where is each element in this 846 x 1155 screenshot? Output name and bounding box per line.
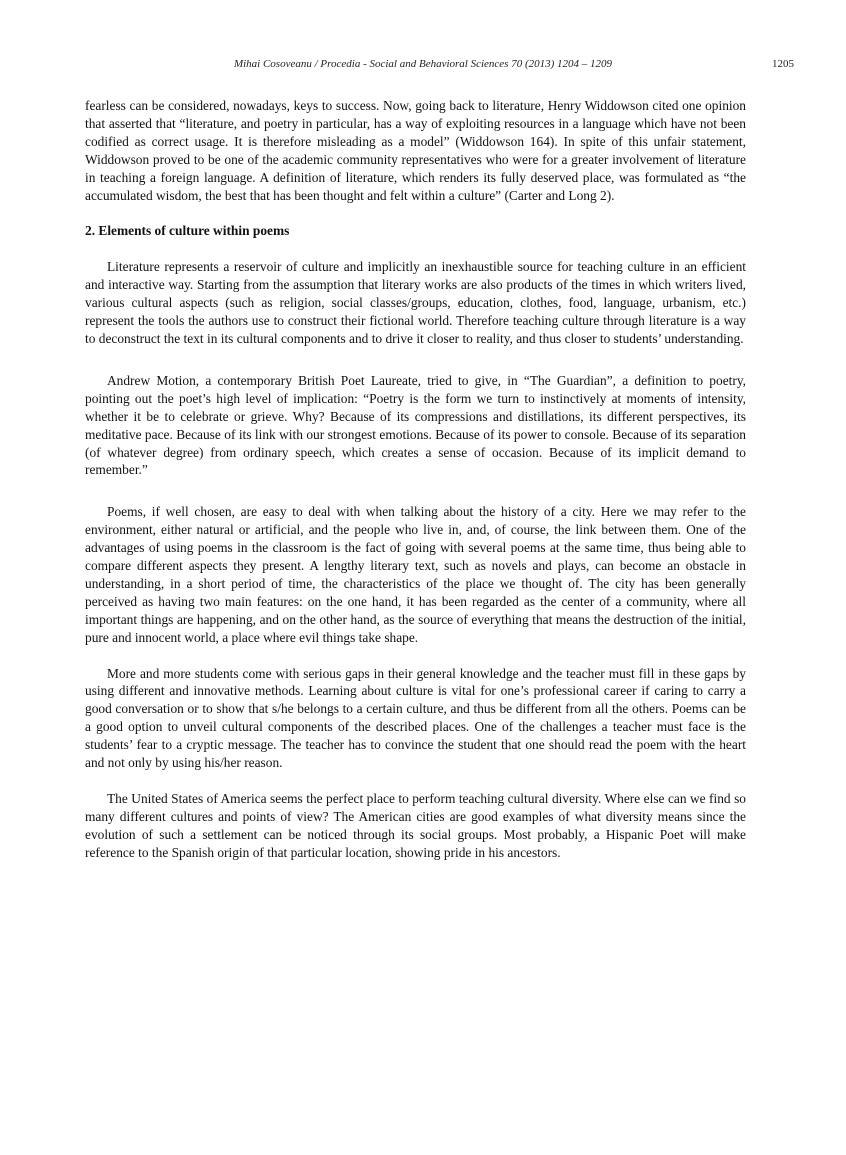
paragraph: The United States of America seems the perfect place to perform teaching cultural diversity. Where else can we find so many different cultures and points of view? The American cities are good examples of what diversity means since the evolution of such a settlement can be noticed through its social groups. Most probably, a Hispanic Poet will make reference to the Spanish origin of that particular location, showing pride in his ancestors.	[85, 791, 746, 860]
paragraph: Poems, if well chosen, are easy to deal with when talking about the history of a city. Here we may refer to the environment, either natural or artificial, and the people who live in, and, of course, the link between them. One of the advantages of using poems in the classroom is the fact of going with several poems at the same time, thus being able to compare different aspects they present. A lengthy literary text, such as novels and plays, can become an obstacle in understanding, in a short period of time, the characteristics of the place we thought of. The city has been generally perceived as having two main features: on the one hand, it has been regarded as the center of a community, where all important things are happening, and on the other hand, as the source of everything that means the destruction of the initial, pure and innocent world, a place where evil things take shape.	[85, 504, 746, 645]
running-header	[0, 58, 846, 74]
intro-paragraph: fearless can be considered, nowadays, keys to success. Now, going back to literature, Henry Widdowson cited one opinion that asserted that “literature, and poetry in particular, has a way of exploiting resources in a language which have not been codified as correct usage. It is therefore misleading as a model” (Widdowson 164). In spite of this unfair statement, Widdowson proved to be one of the academic community representatives who were for a greater involvement of literature in teaching a foreign language. A definition of literature, which renders its fully deserved place, was formulated as “the accumulated wisdom, the best that has been thought and felt within a culture” (Carter and Long 2).	[85, 98, 746, 203]
paragraph: Literature represents a reservoir of culture and implicitly an inexhaustible source for teaching culture in an efficient and interactive way. Starting from the assumption that literary works are also products of the times in which writers lived, various cultural aspects (such as religion, social classes/groups, education, clothes, food, language, urbanism, etc.) represent the tools the authors use to construct their fictional world. Therefore teaching culture through literature is a way to deconstruct the text in its cultural components and to drive it closer to reality, and thus closer to students’ understanding.	[85, 259, 746, 346]
paragraph: Andrew Motion, a contemporary British Poet Laureate, tried to give, in “The Guardian”, a definition to poetry, pointing out the poet’s high level of implication: “Poetry is the form we turn to instinctively at moments of intensity, whether it be to celebrate or grieve. Why? Because of its compressions and distillations, its different perspectives, its meditative pace. Because of its link with our strongest emotions. Because of its power to console. Because of its separation (of whatever degree) from ordinary speech, which creates a sense of occasion. Because of its implicit demand to remember.”	[85, 372, 746, 478]
section-heading: 2. Elements of culture within poems	[85, 223, 290, 239]
running-title: Mihai Cosoveanu / Procedia - Social and Behavioral Sciences 70 (2013) 1204 – 1209	[233, 58, 613, 70]
page-number: 1205	[772, 58, 794, 70]
article-body	[85, 97, 746, 862]
paragraph: More and more students come with serious gaps in their general knowledge and the teacher must fill in these gaps by using different and innovative methods. Learning about culture is vital for one’s professional career if caring to carry a good conversation or to show that s/he belongs to a certain culture, and thus be different from all the others. Poems can be a good option to unveil cultural components of the described places. One of the challenges a teacher must face is the students’ fear to a cryptic message. The teacher has to convince the student that one should read the poem with the heart and not only by using his/her reason.	[85, 665, 746, 771]
